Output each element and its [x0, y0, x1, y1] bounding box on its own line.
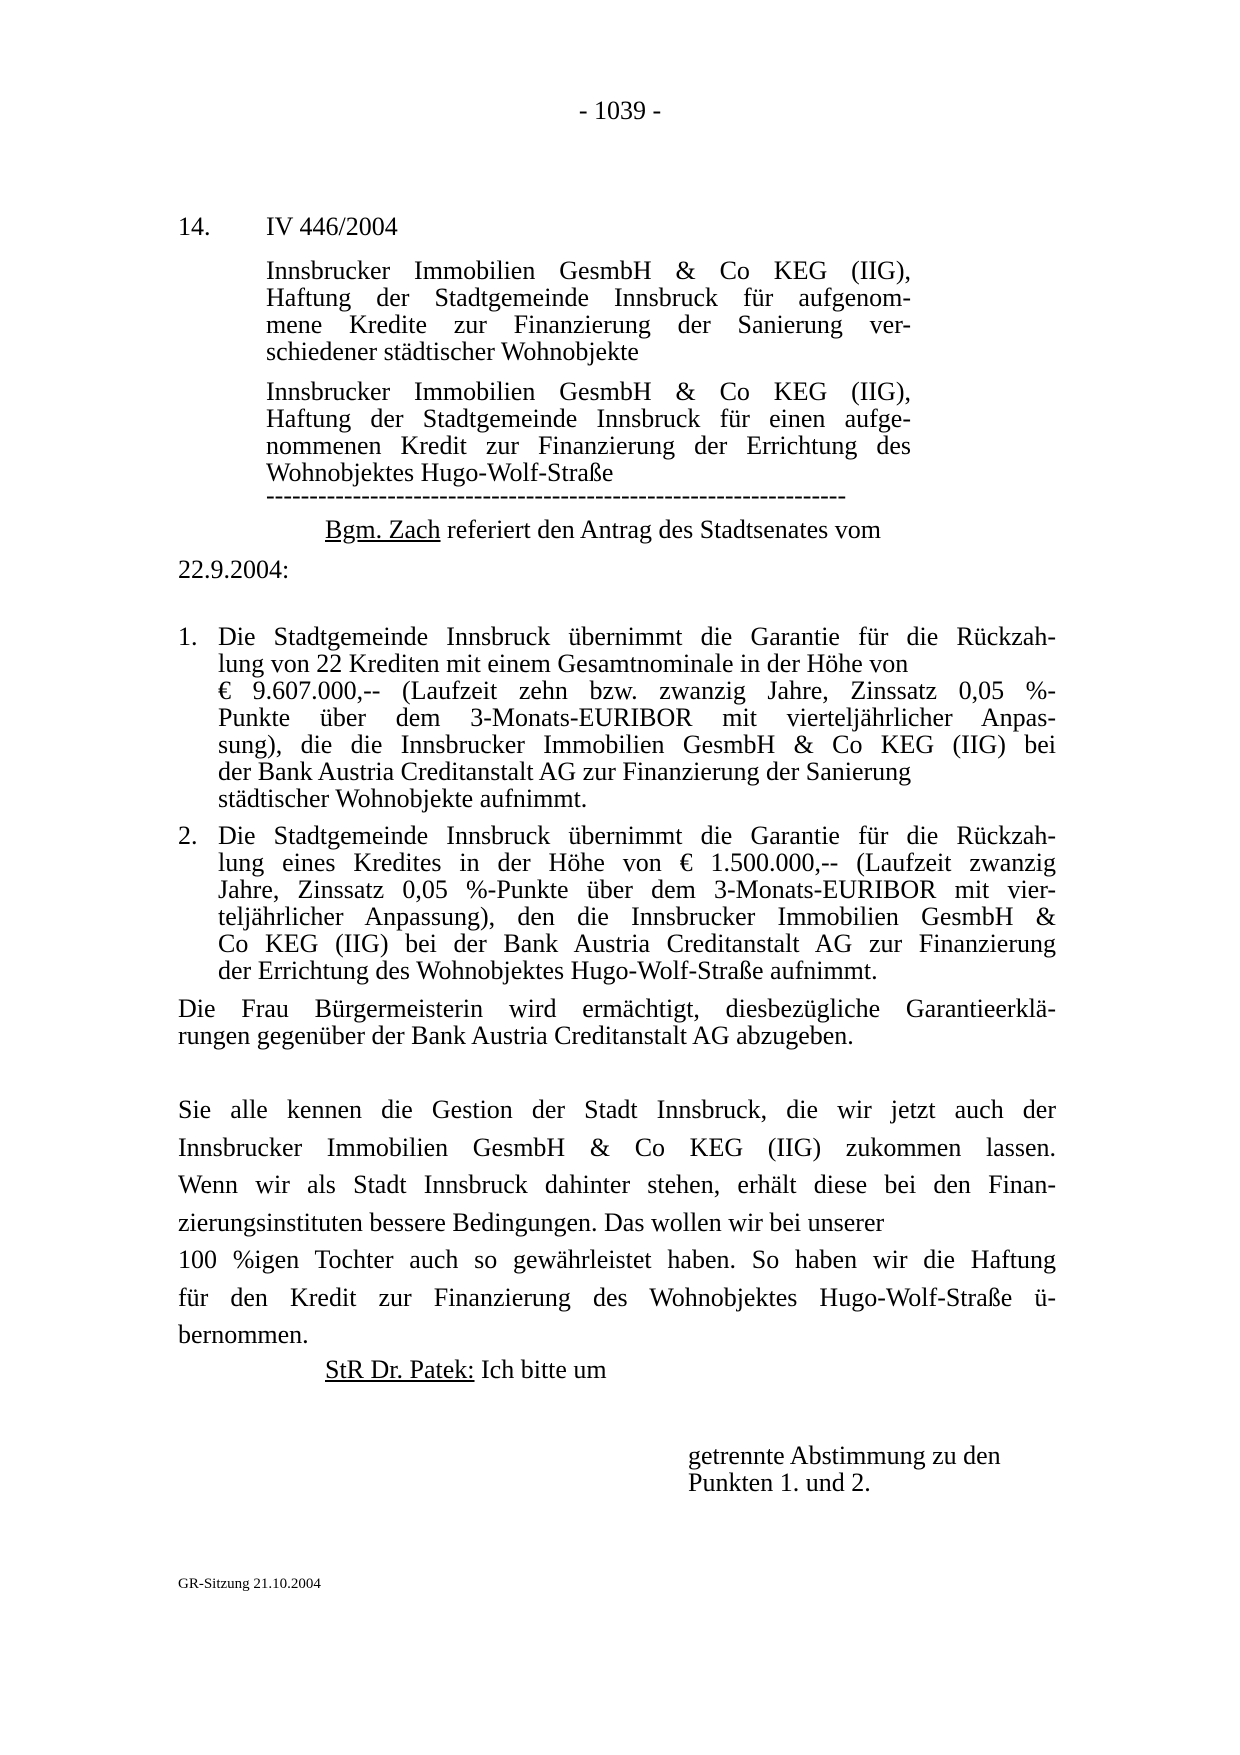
speech-line: 100 %igen Tochter auch so gewährleistet haben. So haben wir die Haftung	[178, 1245, 1056, 1274]
point1-line: sung), die die Innsbrucker Immobilien GesmbH & Co KEG (IIG) bei	[218, 730, 1056, 759]
subject1-line: schiedener städtischer Wohnobjekte	[266, 337, 639, 366]
subject-block-1	[266, 257, 911, 365]
point2-line: Die Stadtgemeinde Innsbruck übernimmt die Garantie für die Rückzah-	[218, 821, 1056, 850]
point2-line: lung eines Kredites in der Höhe von € 1.500.000,-- (Laufzeit zwanzig	[218, 848, 1056, 877]
subject2-line: Haftung der Stadtgemeinde Innsbruck für einen aufge-	[266, 404, 911, 433]
speech-line: für den Kredit zur Finanzierung des Wohnobjektes Hugo-Wolf-Straße ü-	[178, 1282, 1056, 1312]
item-reference: IV 446/2004	[266, 212, 398, 241]
point1-line: der Bank Austria Creditanstalt AG zur Finanzierung der Sanierung	[218, 757, 912, 786]
intro-text: referiert den Antrag des Stadtsenates vom	[440, 515, 881, 544]
point-2-number: 2.	[178, 821, 198, 850]
subject1-line: Haftung der Stadtgemeinde Innsbruck für aufgenom-	[266, 283, 911, 312]
subject1-line: Innsbrucker Immobilien GesmbH & Co KEG (IIG),	[266, 256, 911, 285]
subject-block-2	[266, 378, 911, 486]
reply-continuation	[688, 1442, 1001, 1496]
speech-line: bernommen.	[178, 1320, 309, 1349]
point2-line: der Errichtung des Wohnobjektes Hugo-Wolf-Straße aufnimmt.	[218, 956, 878, 985]
speaker-name: Bgm. Zach	[325, 515, 441, 544]
point-1-text	[218, 623, 1056, 812]
point2-line: Co KEG (IIG) bei der Bank Austria Creditanstalt AG zur Finanzierung	[218, 929, 1056, 958]
point2-line: Jahre, Zinssatz 0,05 %-Punkte über dem 3-Monats-EURIBOR mit vier-	[218, 875, 1056, 904]
subject1-line: mene Kredite zur Finanzierung der Sanierung ver-	[266, 310, 911, 339]
intro-line	[325, 516, 881, 543]
point1-line: lung von 22 Krediten mit einem Gesamtnominale in der Höhe von	[218, 649, 909, 678]
speech-paragraph	[178, 1091, 1056, 1354]
intro-date: 22.9.2004:	[178, 555, 290, 584]
separator-line: -------------------------------------------------------------------	[266, 482, 847, 509]
reply-continuation-line: getrennte Abstimmung zu den	[688, 1441, 1001, 1470]
reply-line	[325, 1356, 607, 1383]
reply-continuation-line: Punkten 1. und 2.	[688, 1468, 871, 1497]
point-2-text	[218, 822, 1056, 984]
speech-line: Innsbrucker Immobilien GesmbH & Co KEG (IIG) zukommen lassen.	[178, 1132, 1056, 1162]
subject2-line: Wohnobjektes Hugo-Wolf-Straße	[266, 458, 614, 487]
point2-line: teljährlicher Anpassung), den die Innsbrucker Immobilien GesmbH &	[218, 902, 1056, 931]
footer-session: GR-Sitzung 21.10.2004	[178, 1576, 321, 1592]
reply-text: Ich bitte um	[474, 1355, 607, 1384]
page-number: - 1039 -	[578, 96, 662, 125]
point1-line: städtischer Wohnobjekte aufnimmt.	[218, 784, 588, 813]
authorization-line: Die Frau Bürgermeisterin wird ermächtigt, diesbezügliche Garantieerklä-	[178, 994, 1056, 1023]
reply-speaker: StR Dr. Patek:	[325, 1355, 475, 1384]
speech-line: zierungsinstituten bessere Bedingungen. Das wollen wir bei unserer	[178, 1207, 885, 1237]
point-1-number: 1.	[178, 622, 198, 651]
authorization-text	[178, 995, 1056, 1049]
point1-line: Die Stadtgemeinde Innsbruck übernimmt die Garantie für die Rückzah-	[218, 622, 1056, 651]
subject2-line: Innsbrucker Immobilien GesmbH & Co KEG (IIG),	[266, 377, 911, 406]
authorization-line: rungen gegenüber der Bank Austria Creditanstalt AG abzugeben.	[178, 1021, 854, 1050]
speech-line: Wenn wir als Stadt Innsbruck dahinter stehen, erhält diese bei den Finan-	[178, 1170, 1056, 1199]
item-number: 14.	[178, 212, 211, 241]
point1-line: Punkte über dem 3-Monats-EURIBOR mit vierteljährlicher Anpas-	[218, 703, 1056, 732]
subject2-line: nommenen Kredit zur Finanzierung der Errichtung des	[266, 431, 911, 460]
point1-line: € 9.607.000,-- (Laufzeit zehn bzw. zwanzig Jahre, Zinssatz 0,05 %-	[218, 676, 1056, 705]
speech-line: Sie alle kennen die Gestion der Stadt Innsbruck, die wir jetzt auch der	[178, 1095, 1056, 1124]
